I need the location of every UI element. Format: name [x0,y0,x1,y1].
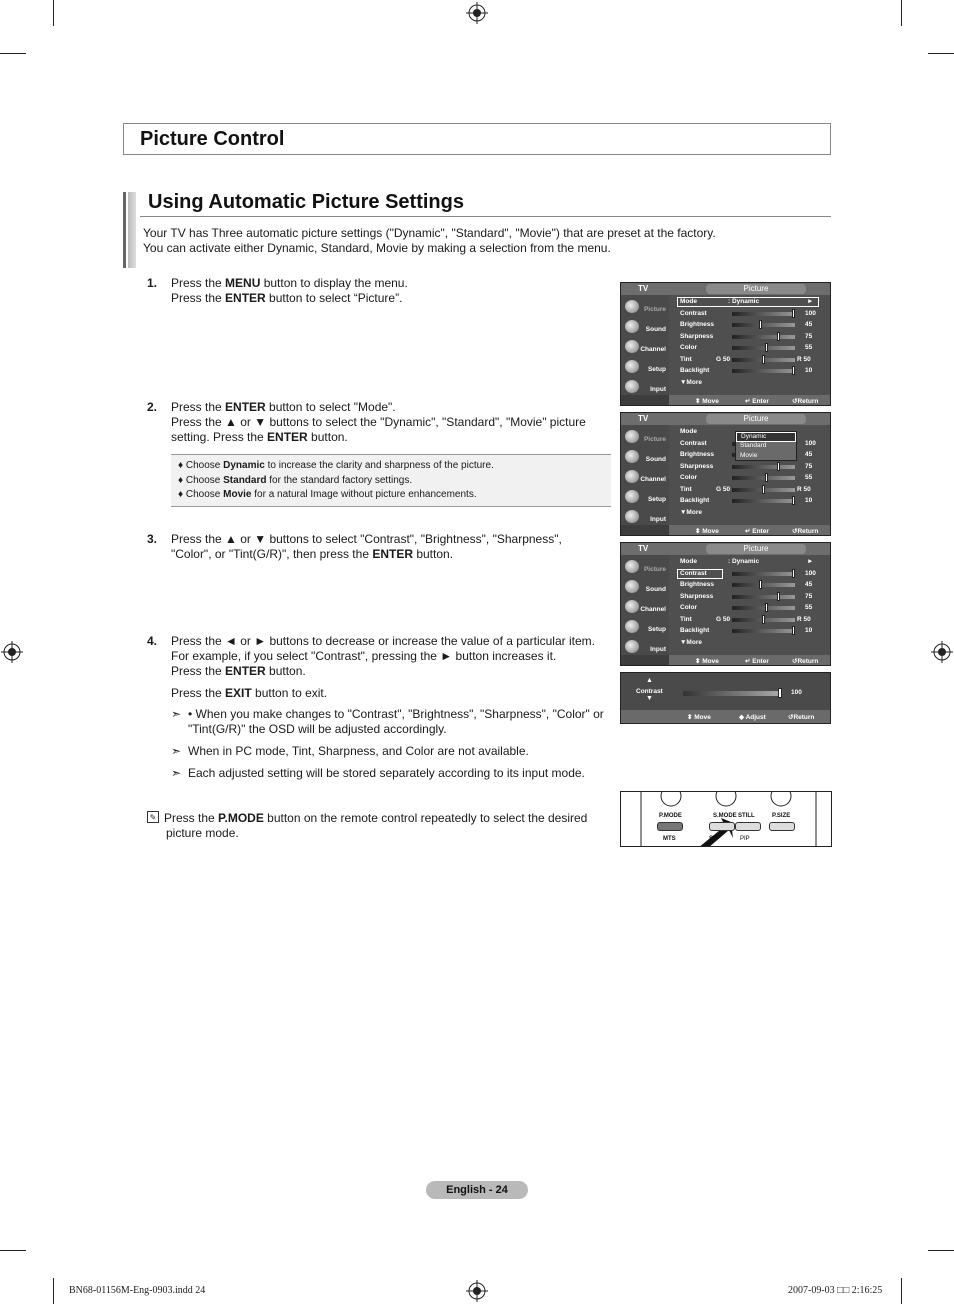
osd-slider-knob [765,343,768,352]
remote-label: P.SIZE [772,813,791,819]
osd-row-value: R 50 [797,485,811,493]
step-number: 3. [147,532,158,546]
osd-row-value: 55 [805,604,813,611]
crop-mark [53,1278,54,1304]
osd-setup-icon [625,360,639,373]
osd-slider [732,346,795,350]
subsection-title: Using Automatic Picture Settings [148,191,464,213]
intro-line: You can activate either Dynamic, Standard, Movie by making a selection from the menu. [143,240,611,255]
osd-move-hint: ⬍ Move [695,658,719,665]
osd-slider [732,335,795,339]
move-hint: ⬍ Move [687,714,711,721]
osd-row-label: Brightness [680,321,714,328]
osd-row-label: Tint [680,615,692,623]
crop-mark [901,1278,902,1304]
osd-row-left-value: G 50 [716,485,731,493]
osd-row-value: 55 [805,344,813,351]
osd-return-hint: ↺Return [792,658,819,665]
note-arrow-icon: ➣ [171,744,182,758]
osd-slider-knob [762,485,765,494]
subsection-bar [123,192,136,268]
intro-line: Your TV has Three automatic picture settings ("Dynamic", "Standard", "Movie") that are preset at the factory. [143,226,716,240]
osd-sidebar-item: Input [623,637,667,657]
osd-row-label: Contrast [680,439,707,447]
intro-paragraph [143,226,823,255]
crop-mark [53,0,54,26]
pmode-note: Press the P.MODE button on the remote control repeatedly to select the desired picture mode. [164,811,588,840]
osd-slider-knob [765,603,768,612]
osd-row-value: 75 [805,332,813,340]
osd-row-left-value: G 50 [716,355,731,363]
osd-row-label: Sharpness [680,332,714,340]
osd-sidebar-item: Picture [623,557,667,577]
registration-mark-icon [1,641,23,663]
osd-mode-dropdown [735,431,797,461]
osd-row-left-value: G 50 [716,615,731,623]
osd-adjust-panel [620,672,831,724]
osd-slider [732,312,795,316]
osd-channel-icon [625,340,639,353]
osd-sidebar-item: Picture [623,427,667,447]
osd-row-label: Backlight [680,497,710,504]
osd-sound-icon [625,450,639,463]
adjust-slider [683,691,781,696]
crop-mark [901,0,902,26]
osd-slider-knob [777,462,780,471]
osd-sidebar-item: Input [623,377,667,397]
osd-highlight [677,297,819,307]
psize-button [769,822,795,831]
osd-sidebar-item: Input [623,507,667,527]
remote-label: P.MODE [659,813,682,819]
osd-menu-panel [620,542,831,666]
remote-label: PIP [740,836,750,842]
osd-row-value: 100 [805,569,816,577]
osd-row-label: Color [680,344,697,351]
slug-right: 2007-09-03 □□ 2:16:25 [788,1285,883,1296]
exit-instruction: Press the EXIT button to exit. [171,686,328,700]
osd-sidebar-item: Setup [623,617,667,637]
osd-slider [732,499,795,503]
osd-sidebar-item: Setup [623,357,667,377]
step-text: Press the ▲ or ▼ buttons to select "Contrast", "Brightness", "Sharpness", "Color", or "Tint(G/R)", then press the ENTER button. [171,532,562,561]
osd-sidebar-item: Sound [623,447,667,467]
choice-item: ♦ Choose Movie for a natural Image without picture enhancements. [178,489,477,500]
osd-setup-icon [625,620,639,633]
step-text: Press the ◄ or ► buttons to decrease or increase the value of a particular item. For example, if you select "Contrast", pressing the ► button increases it. Press the ENTER button. [171,634,595,678]
osd-picture-tab: Picture [706,414,806,424]
note-arrow-icon: ➣ [171,707,182,721]
osd-slider-knob [765,473,768,482]
osd-enter-hint: ↵ Enter [745,528,769,535]
osd-enter-hint: ↵ Enter [745,398,769,405]
osd-row-value: 10 [805,497,813,504]
osd-slider-knob [759,580,762,589]
osd-more: ▼More [680,638,702,646]
osd-tv-label: TV [638,544,649,553]
osd-row-value: 55 [805,474,813,481]
osd-channel-icon [625,600,639,613]
osd-slider-knob [762,355,765,364]
osd-return-hint: ↺Return [792,398,819,405]
osd-tv-label: TV [638,414,649,423]
note-item [171,744,611,759]
osd-picture-icon [625,300,639,313]
osd-dropdown-option: Movie [740,452,758,459]
registration-mark-icon [466,2,488,24]
crop-mark [0,1250,26,1251]
osd-row-value: 75 [805,592,813,600]
remote-label: S.MODE [713,813,737,819]
step-number: 1. [147,276,158,290]
osd-mode-value: : Dynamic [728,298,760,305]
crop-mark [0,53,26,54]
osd-picture-icon [625,430,639,443]
smode-button [709,822,735,831]
note-text: When in PC mode, Tint, Sharpness, and Color are not available. [188,744,529,758]
osd-row-label: Tint [680,355,692,363]
osd-sidebar-item: Sound [623,317,667,337]
osd-return-hint: ↺Return [792,528,819,535]
osd-row-value: R 50 [797,615,811,623]
osd-row-value: 45 [805,581,813,588]
osd-row-value: 100 [805,439,816,447]
osd-channel-icon [625,470,639,483]
registration-mark-icon [466,1280,488,1302]
adjust-label: Contrast [636,688,663,695]
choices-box [171,454,611,507]
registration-mark-icon [931,641,953,663]
osd-slider [732,606,795,610]
osd-slider [732,572,795,576]
osd-dropdown-option: Dynamic [736,432,796,442]
osd-slider [732,583,795,587]
osd-slider-knob [792,496,795,505]
note-item [171,707,611,736]
osd-row-label: Brightness [680,581,714,588]
osd-sidebar-item: Setup [623,487,667,507]
osd-picture-icon [625,560,639,573]
osd-row-value: 10 [805,367,813,374]
osd-mode-label: Mode [680,428,697,435]
osd-slider [732,465,795,469]
remote-label: MTS [663,836,676,842]
note-arrow-icon: ➣ [171,766,182,780]
still-button [735,822,761,831]
return-hint: ↺Return [788,714,815,721]
step-number: 2. [147,400,158,414]
osd-slider [732,629,795,633]
adjust-value: 100 [791,689,802,696]
osd-row-label: Sharpness [680,462,714,470]
remote-label: S [709,836,714,842]
osd-sidebar-item: Channel [623,337,667,357]
osd-more: ▼More [680,508,702,516]
osd-slider-knob [777,592,780,601]
adjust-hint: ◆ Adjust [739,714,766,721]
osd-sidebar-item: Sound [623,577,667,597]
note-text: • When you make changes to "Contrast", "Brightness", "Sharpness", "Color" or "Tint(G/R)" the OSD will be adjusted accordingly. [188,707,604,736]
choice-item: ♦ Choose Dynamic to increase the clarity and sharpness of the picture. [178,460,494,471]
osd-arrow-right-icon: ► [807,298,814,305]
section-title: Picture Control [140,128,285,150]
osd-sound-icon [625,580,639,593]
remote-outline [621,792,832,847]
osd-slider-knob [792,626,795,635]
osd-menu-panel [620,282,831,406]
osd-arrow-right-icon: ► [807,558,814,565]
osd-row-label: Brightness [680,451,714,458]
osd-sidebar-item: Channel [623,597,667,617]
remote-control-illustration [620,791,832,847]
osd-slider-knob [762,615,765,624]
osd-row-value: 45 [805,451,813,458]
osd-slider [732,476,795,480]
osd-input-icon [625,510,639,523]
osd-row-label: Contrast [680,309,707,317]
osd-slider-knob [792,309,795,318]
osd-slider-knob [759,320,762,329]
osd-sound-icon [625,320,639,333]
up-arrow-icon: ▲ [646,677,653,684]
step-text: Press the MENU button to display the menu. Press the ENTER button to select “Picture”. [171,276,408,305]
osd-slider [732,358,795,362]
osd-setup-icon [625,490,639,503]
osd-slider-knob [777,332,780,341]
osd-row-value: 75 [805,462,813,470]
osd-move-hint: ⬍ Move [695,398,719,405]
osd-row-label: Backlight [680,367,710,374]
osd-row-value: R 50 [797,355,811,363]
slug-left: BN68-01156M-Eng-0903.indd 24 [69,1285,206,1296]
osd-move-hint: ⬍ Move [695,528,719,535]
osd-row-label: Contrast [680,569,707,577]
osd-mode-label: Mode [680,558,697,565]
osd-mode-value: : Dynamic [728,558,760,565]
osd-sidebar-item: Channel [623,467,667,487]
osd-sidebar-item: Picture [623,297,667,317]
osd-picture-tab: Picture [706,544,806,554]
osd-input-icon [625,640,639,653]
crop-mark [928,1250,954,1251]
osd-row-label: Backlight [680,627,710,634]
choice-item: ♦ Choose Standard for the standard factory settings. [178,474,413,486]
note-text: Each adjusted setting will be stored separately according to its input mode. [188,766,585,780]
osd-row-label: Tint [680,485,692,493]
osd-tv-label: TV [638,284,649,293]
osd-highlight [677,569,723,579]
osd-row-label: Color [680,474,697,481]
osd-row-value: 45 [805,321,813,328]
adjust-slider-knob [778,688,782,698]
note-pencil-icon: ✎ [147,811,159,823]
osd-slider [732,488,795,492]
osd-picture-tab: Picture [706,284,806,294]
osd-slider [732,595,795,599]
osd-input-icon [625,380,639,393]
crop-mark [928,53,954,54]
osd-row-value: 10 [805,627,813,634]
subsection-rule [140,216,831,217]
note-item [171,766,611,781]
osd-row-value: 100 [805,309,816,317]
remote-label: STILL [738,813,755,819]
osd-slider [732,369,795,373]
osd-enter-hint: ↵ Enter [745,658,769,665]
osd-slider-knob [792,569,795,578]
osd-mode-label: Mode [680,298,697,305]
step-text: Press the ENTER button to select "Mode". Press the ▲ or ▼ buttons to select the "Dynamic", "Standard", "Movie" picture setting. Press the ENTER button. [171,400,586,444]
osd-slider-knob [792,366,795,375]
osd-row-label: Sharpness [680,592,714,600]
osd-dropdown-option: Standard [740,442,767,449]
osd-slider [732,323,795,327]
osd-row-label: Color [680,604,697,611]
osd-more: ▼More [680,378,702,386]
osd-menu-panel [620,412,831,536]
down-arrow-icon: ▼ [646,695,653,702]
page-number: English - 24 [426,1181,528,1199]
pmode-button [657,822,683,831]
step-number: 4. [147,634,158,648]
osd-slider [732,618,795,622]
